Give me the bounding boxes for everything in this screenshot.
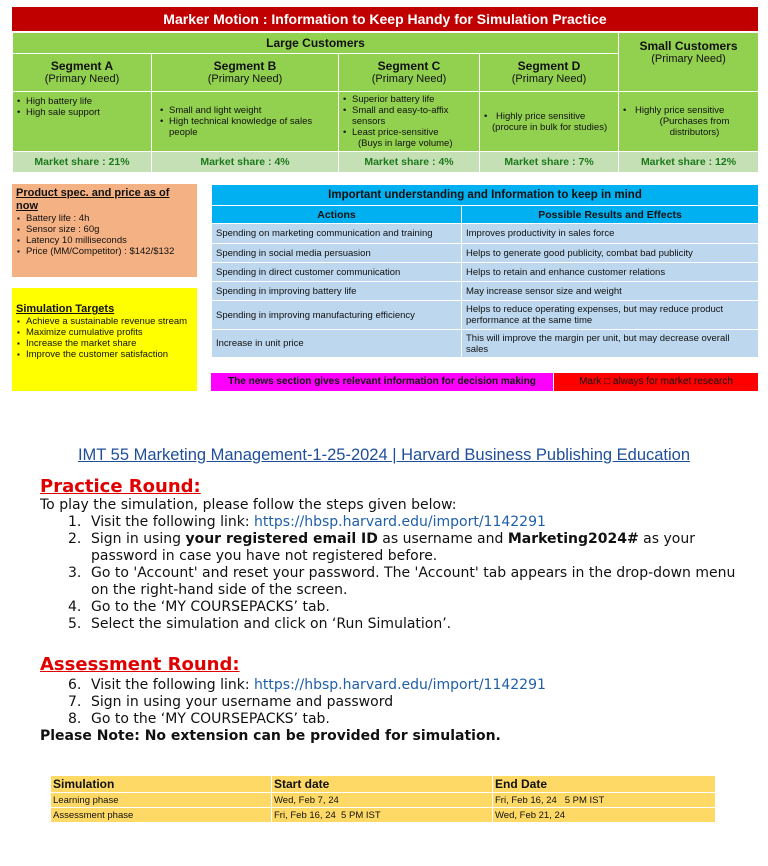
need-subtext: (procure in bulk for studies) [492, 121, 608, 133]
step-text: Sign in using [91, 531, 186, 547]
action-cell: Increase in unit price [212, 330, 462, 358]
need-text: Highly price sensitive [635, 105, 725, 116]
step-text: Sign in using your username and password [91, 694, 394, 710]
action-cell: Spending in direct customer communication [212, 263, 462, 282]
simulation-targets-box [12, 288, 197, 391]
product-spec-header: Product spec. and price as of now [16, 187, 170, 212]
segment-d-share: Market share : 7% [480, 152, 619, 173]
simulation-link[interactable]: https://hbsp.harvard.edu/import/1142291 [254, 514, 546, 530]
step-1: 1. Visit the following link: https://hbsp.harvard.edu/import/1142291 [68, 514, 546, 530]
practice-steps [68, 514, 748, 633]
step-8: 8. Go to the ‘MY COURSEPACKS’ tab. [68, 711, 330, 727]
mark-bar: Mark □ always for market research [554, 373, 758, 391]
segments-table [12, 32, 759, 173]
segment-b-share: Market share : 4% [152, 152, 339, 173]
need-item: • Small and light weight [160, 105, 334, 116]
spec-item: ▪ Sensor size : 60g [16, 224, 193, 235]
email-id-emphasis: your registered email ID [185, 531, 378, 547]
effect-cell: May increase sensor size and weight [462, 282, 759, 301]
step-text: Visit the following link: [91, 677, 255, 693]
target-item: ▪ Achieve a sustainable revenue stream [16, 316, 193, 327]
schedule-cell: Wed, Feb 7, 24 [272, 793, 493, 808]
small-customers-needs [619, 92, 759, 152]
small-customers-name: Small Customers [639, 39, 738, 53]
segment-name: Segment C [377, 58, 441, 73]
target-item: ▪ Maximize cumulative profits [16, 327, 193, 338]
segment-d-needs [480, 92, 619, 152]
segment-need: (Primary Need) [511, 72, 587, 85]
effect-cell: Helps to retain and enhance customer relations [462, 263, 759, 282]
step-6: 6. Visit the following link: https://hbsp.harvard.edu/import/1142291 [68, 677, 546, 693]
need-item [484, 111, 614, 133]
spec-item: ▪ Latency 10 milliseconds [16, 235, 193, 246]
schedule-header: End Date [493, 776, 716, 793]
info-table [211, 184, 759, 358]
segment-b-header [152, 54, 339, 92]
simulation-targets-header: Simulation Targets [16, 303, 115, 315]
practice-round-header: Practice Round: [40, 476, 201, 497]
schedule-cell: Fri, Feb 16, 24 5 PM IST [493, 793, 716, 808]
step-text: Select the simulation and click on ‘Run Simulation’. [91, 616, 452, 632]
schedule-cell: Learning phase [51, 793, 272, 808]
schedule-table [50, 775, 716, 823]
segment-name: Segment B [213, 58, 277, 73]
need-subtext: (Buys in large volume) [358, 138, 453, 149]
segment-name: Segment A [50, 58, 114, 73]
step-text: Visit the following link: [91, 514, 255, 530]
info-table-title: Important understanding and Information to keep in mind [212, 185, 759, 206]
small-customers-need: (Primary Need) [651, 53, 726, 65]
action-cell: Spending on marketing communication and training [212, 224, 462, 244]
password-emphasis: Marketing2024# [507, 531, 639, 547]
schedule-header: Simulation [51, 776, 272, 793]
column-header-actions: Actions [212, 206, 462, 224]
practice-intro: To play the simulation, please follow the steps given below: [40, 497, 457, 513]
page-title: Marker Motion : Information to Keep Handy for Simulation Practice [12, 7, 758, 31]
assessment-round-header: Assessment Round: [40, 654, 240, 675]
step-text: Go to the ‘MY COURSEPACKS’ tab. [91, 711, 330, 727]
news-bar: The news section gives relevant information for decision making [211, 373, 553, 391]
need-item [343, 127, 475, 149]
segment-a-needs [13, 92, 152, 152]
need-item: • Superior battery life [343, 94, 475, 105]
need-text: Least price-sensitive [352, 127, 439, 138]
step-5: 5. Select the simulation and click on ‘Run Simulation’. [68, 616, 452, 632]
product-spec-box [12, 184, 197, 277]
step-2: 2. Sign in using your registered email ID as username and Marketing2024# as your password in case you have not registered before. [68, 531, 695, 564]
segment-need: (Primary Need) [371, 72, 447, 85]
action-cell: Spending in improving manufacturing efficiency [212, 301, 462, 330]
schedule-cell: Fri, Feb 16, 24 5 PM IST [272, 808, 493, 823]
course-link[interactable]: IMT 55 Marketing Management-1-25-2024 | Harvard Business Publishing Education [77, 446, 691, 464]
spec-item: ▪ Battery life : 4h [16, 213, 193, 224]
step-text: Go to 'Account' and reset your password. The 'Account' tab appears in the drop-down menu on the right-hand side of the screen. [91, 565, 736, 598]
step-text: as username and [377, 531, 508, 547]
action-cell: Spending in social media persuasion [212, 244, 462, 263]
small-customers-share: Market share : 12% [619, 152, 759, 173]
segment-b-needs [152, 92, 339, 152]
step-3: 3. Go to 'Account' and reset your password. The 'Account' tab appears in the drop-down menu on the right-hand side of the screen. [68, 565, 736, 598]
simulation-link[interactable]: https://hbsp.harvard.edu/import/1142291 [254, 677, 546, 693]
column-header-effects: Possible Results and Effects [462, 206, 759, 224]
segment-a-share: Market share : 21% [13, 152, 152, 173]
segment-name: Segment D [517, 58, 581, 73]
step-text: as your password in case you have not registered before. [91, 531, 695, 564]
step-7: 7. Sign in using your username and password [68, 694, 394, 710]
schedule-cell: Wed, Feb 21, 24 [493, 808, 716, 823]
segment-a-header [13, 54, 152, 92]
segment-c-share: Market share : 4% [339, 152, 480, 173]
spec-item: ▪ Price (MM/Competitor) : $142/$132 [16, 246, 193, 257]
effect-cell: Helps to generate good publicity, combat bad publicity [462, 244, 759, 263]
segment-c-needs [339, 92, 480, 152]
need-item: • Small and easy-to-affix sensors [343, 105, 475, 127]
need-item: • High sale support [17, 107, 147, 118]
step-text: Go to the ‘MY COURSEPACKS’ tab. [91, 599, 330, 615]
action-cell: Spending in improving battery life [212, 282, 462, 301]
effect-cell: Helps to reduce operating expenses, but may reduce product performance at the same time [462, 301, 759, 330]
segment-need: (Primary Need) [44, 72, 120, 85]
segment-d-header [480, 54, 619, 92]
extension-note: Please Note: No extension can be provided for simulation. [40, 728, 501, 744]
schedule-header: Start date [272, 776, 493, 793]
need-item: • High technical knowledge of sales people [160, 116, 334, 138]
need-item: • High battery life [17, 96, 147, 107]
target-item: ▪ Increase the market share [16, 338, 193, 349]
segment-c-header [339, 54, 480, 92]
segment-need: (Primary Need) [207, 72, 283, 85]
step-4: 4. Go to the ‘MY COURSEPACKS’ tab. [68, 599, 330, 615]
assessment-steps [68, 677, 748, 728]
small-customers-header [619, 33, 759, 92]
schedule-cell: Assessment phase [51, 808, 272, 823]
large-customers-header: Large Customers [13, 33, 619, 54]
effect-cell: Improves productivity in sales force [462, 224, 759, 244]
target-item: ▪ Improve the customer satisfaction [16, 349, 193, 360]
need-text: Highly price sensitive [496, 110, 586, 122]
need-subtext: (Purchases from distributors) [659, 116, 730, 138]
need-item [623, 105, 754, 138]
effect-cell: This will improve the margin per unit, but may decrease overall sales [462, 330, 759, 358]
